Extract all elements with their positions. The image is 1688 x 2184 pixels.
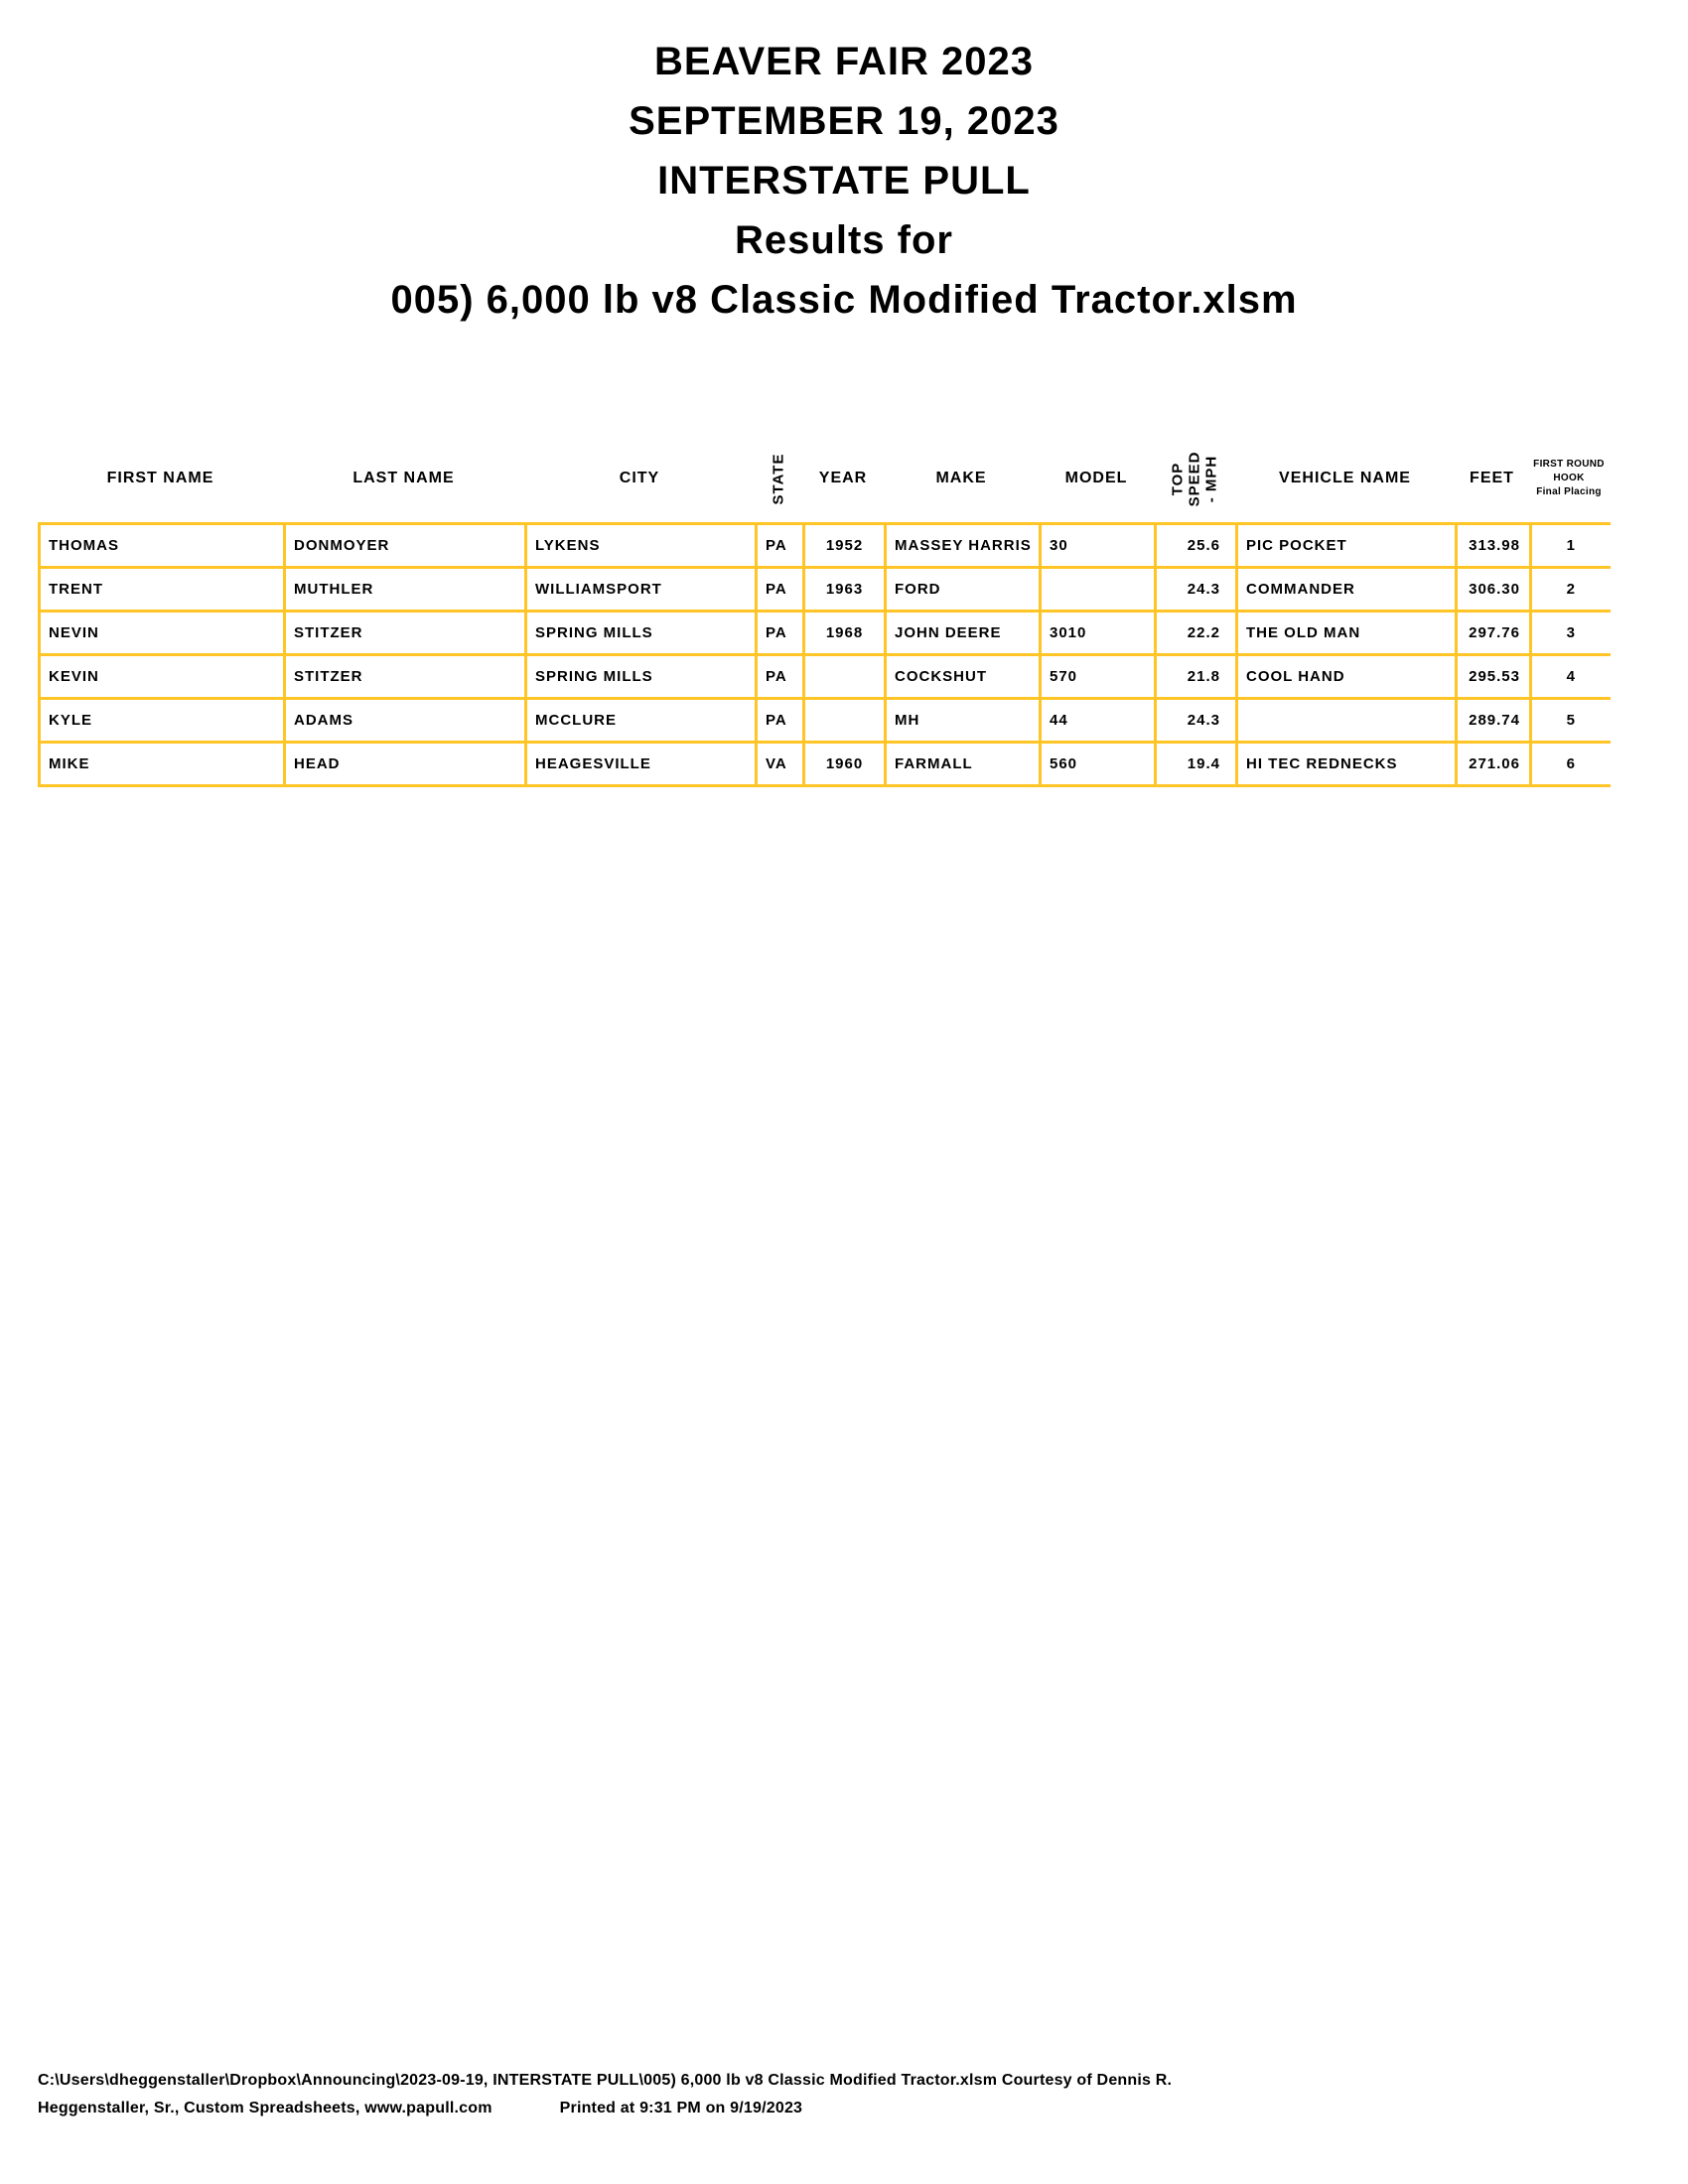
table-cell: FORD [886, 568, 1041, 612]
footer-printed-at: Printed at 9:31 PM on 9/19/2023 [559, 2100, 803, 2116]
table-row [40, 524, 1611, 568]
table-cell: MH [886, 699, 1041, 743]
table-row [40, 655, 1611, 699]
table-cell: 560 [1041, 743, 1156, 786]
table-cell: COCKSHUT [886, 655, 1041, 699]
table-row [40, 568, 1611, 612]
column-header-last-name: LAST NAME [352, 470, 455, 486]
table-cell: 297.76 [1457, 612, 1531, 655]
table-cell [804, 699, 886, 743]
table-cell [804, 655, 886, 699]
table-cell: TRENT [40, 568, 285, 612]
table-cell: 44 [1041, 699, 1156, 743]
table-cell: 19.4 [1156, 743, 1237, 786]
table-cell: PA [757, 524, 804, 568]
table-cell: 313.98 [1457, 524, 1531, 568]
table-cell: 3010 [1041, 612, 1156, 655]
footer-credit-line [38, 2095, 1646, 2122]
table-cell: LYKENS [526, 524, 757, 568]
page-footer [38, 2067, 1646, 2122]
column-header-first-round-hook-final-placing: FIRST ROUND HOOK Final Placing [1533, 459, 1605, 497]
column-header-first-name: FIRST NAME [106, 470, 214, 486]
table-cell: SPRING MILLS [526, 655, 757, 699]
table-cell [1237, 699, 1457, 743]
table-cell: 24.3 [1156, 699, 1237, 743]
column-header-model: MODEL [1064, 470, 1128, 486]
table-cell: 1960 [804, 743, 886, 786]
table-cell: THE OLD MAN [1237, 612, 1457, 655]
table-row [40, 743, 1611, 786]
table-cell: MIKE [40, 743, 285, 786]
column-header-city: CITY [619, 470, 660, 486]
table-cell: 306.30 [1457, 568, 1531, 612]
table-cell: 271.06 [1457, 743, 1531, 786]
table-cell [1041, 568, 1156, 612]
table-cell: 4 [1531, 655, 1611, 699]
column-header-feet: FEET [1470, 470, 1514, 486]
table-cell: PA [757, 699, 804, 743]
table-cell: 570 [1041, 655, 1156, 699]
table-cell: STITZER [285, 612, 526, 655]
footer-credit-left: Heggenstaller, Sr., Custom Spreadsheets, www.papull.com [38, 2100, 492, 2116]
table-cell: HI TEC REDNECKS [1237, 743, 1457, 786]
table-cell: HEAGESVILLE [526, 743, 757, 786]
table-cell: PA [757, 655, 804, 699]
table-cell: PA [757, 568, 804, 612]
table-cell: 1968 [804, 612, 886, 655]
column-header-state: STATE [770, 453, 787, 504]
column-header-top-speed-mph: TOP SPEED - MPH [1169, 451, 1220, 506]
table-cell: STITZER [285, 655, 526, 699]
title-date: SEPTEMBER 19, 2023 [629, 99, 1059, 143]
results-table-header [38, 435, 1609, 522]
column-header-make: MAKE [935, 470, 987, 486]
table-cell: NEVIN [40, 612, 285, 655]
table-cell: 1952 [804, 524, 886, 568]
table-cell: HEAD [285, 743, 526, 786]
title-event: BEAVER FAIR 2023 [653, 40, 1035, 83]
table-cell: VA [757, 743, 804, 786]
footer-file-path: C:\Users\dheggenstaller\Dropbox\Announcing\2023-09-19, INTERSTATE PULL\005) 6,000 lb v8 Classic Modified Tractor.xlsm Courtesy of Dennis R. [38, 2072, 1173, 2089]
table-cell: JOHN DEERE [886, 612, 1041, 655]
report-header [0, 32, 1688, 330]
table-cell: 6 [1531, 743, 1611, 786]
table-cell: COMMANDER [1237, 568, 1457, 612]
table-cell: MASSEY HARRIS [886, 524, 1041, 568]
column-header-vehicle-name: VEHICLE NAME [1279, 470, 1411, 486]
table-cell: PIC POCKET [1237, 524, 1457, 568]
table-cell: KEVIN [40, 655, 285, 699]
title-class-file: 005) 6,000 lb v8 Classic Modified Tractor.xlsm [390, 278, 1298, 322]
table-cell: 289.74 [1457, 699, 1531, 743]
column-header-year: YEAR [818, 470, 868, 486]
table-cell: ADAMS [285, 699, 526, 743]
table-cell: THOMAS [40, 524, 285, 568]
table-cell: 24.3 [1156, 568, 1237, 612]
table-cell: 295.53 [1457, 655, 1531, 699]
table-cell: COOL HAND [1237, 655, 1457, 699]
table-cell: 21.8 [1156, 655, 1237, 699]
table-cell: KYLE [40, 699, 285, 743]
table-row [40, 612, 1611, 655]
table-cell: 25.6 [1156, 524, 1237, 568]
table-cell: MUTHLER [285, 568, 526, 612]
table-cell: SPRING MILLS [526, 612, 757, 655]
table-cell: FARMALL [886, 743, 1041, 786]
table-cell: MCCLURE [526, 699, 757, 743]
table-cell: 1963 [804, 568, 886, 612]
table-cell: 5 [1531, 699, 1611, 743]
table-cell: 30 [1041, 524, 1156, 568]
table-cell: WILLIAMSPORT [526, 568, 757, 612]
table-cell: 2 [1531, 568, 1611, 612]
table-row [40, 699, 1611, 743]
results-table [38, 522, 1611, 787]
table-cell: 3 [1531, 612, 1611, 655]
table-cell: DONMOYER [285, 524, 526, 568]
title-results-for: Results for [735, 218, 953, 262]
table-cell: PA [757, 612, 804, 655]
title-pull-name: INTERSTATE PULL [657, 159, 1031, 203]
table-cell: 1 [1531, 524, 1611, 568]
table-cell: 22.2 [1156, 612, 1237, 655]
